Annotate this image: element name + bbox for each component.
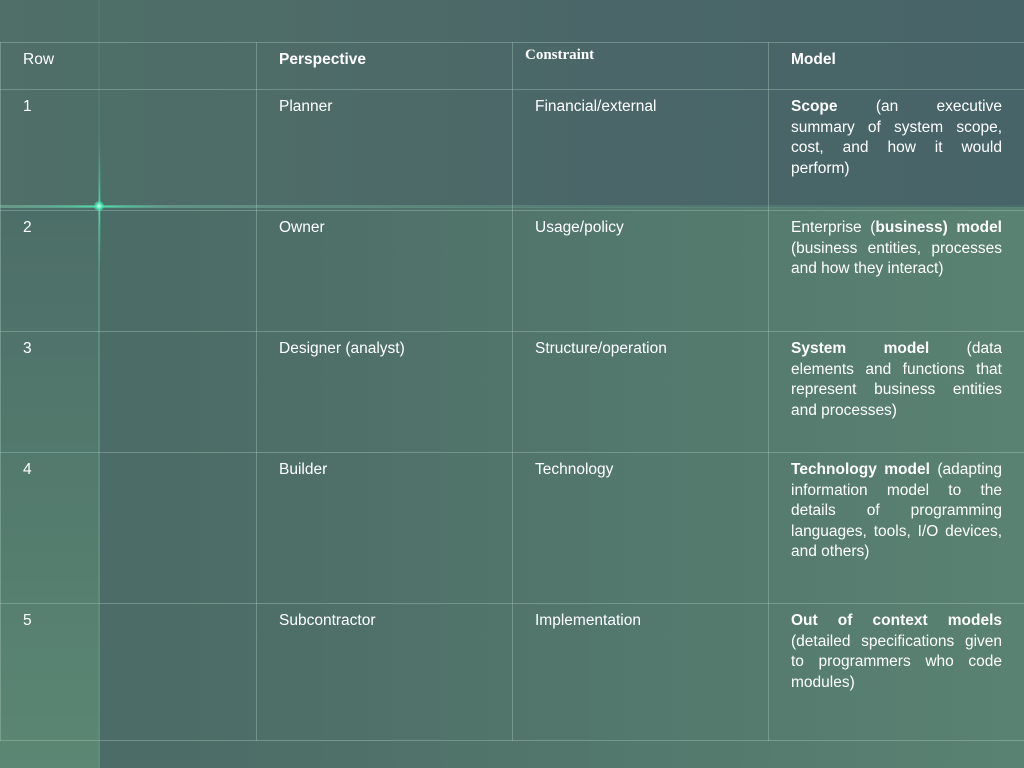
model-detail: (data elements and functions that represent business entities and processes) [791,340,1002,419]
table-row [1,604,1024,741]
model-detail: (business entities, processes and how they interact) [791,239,1002,278]
constraint-text: Usage/policy [535,219,624,236]
header-perspective-label: Perspective [279,51,367,68]
perspective-table [0,42,1024,741]
row-number-cell [1,453,257,604]
row-number-cell [1,604,257,741]
table-row [1,453,1024,604]
model-detail: (an executive summary of system scope, cost, and how it would perform) [791,98,1002,177]
constraint-text: Structure/operation [535,340,667,357]
constraint-text: Financial/external [535,98,657,115]
model-description [769,90,1024,179]
model-cell [769,90,1024,211]
constraint-text: Technology [535,461,614,478]
model-name: Scope [791,98,838,115]
table-row [1,211,1024,332]
model-cell [769,453,1024,604]
model-description [769,211,1024,280]
model-prefix: Enterprise ( [791,219,876,236]
header-model-label: Model [791,51,836,68]
model-description [769,604,1024,693]
perspective-cell [257,453,513,604]
model-description [769,453,1024,563]
model-description [769,332,1024,421]
perspective-cell [257,332,513,453]
perspective-text: Builder [279,461,328,478]
row-number-cell [1,332,257,453]
perspective-cell [257,90,513,211]
header-constraint-label: Constraint [525,47,595,63]
header-cell-model [769,43,1024,90]
row-number: 1 [23,98,32,115]
row-number-cell [1,211,257,332]
table-header-row [1,43,1024,90]
model-cell [769,332,1024,453]
constraint-cell [513,453,769,604]
model-detail: (adapting information model to the details of programming languages, tools, I/O devices, and others) [791,461,1002,561]
row-number-cell [1,90,257,211]
model-detail: (detailed specifications given to programmers who code modules) [791,632,1002,691]
model-cell [769,604,1024,741]
constraint-cell [513,604,769,741]
constraint-cell [513,90,769,211]
row-number: 3 [23,340,32,357]
model-cell [769,211,1024,332]
model-name: Out of context models [791,612,1002,629]
perspective-text: Planner [279,98,333,115]
model-name: Technology model [791,461,930,478]
row-number: 5 [23,612,32,629]
model-name: business) model [875,219,1002,236]
header-cell-constraint [513,43,769,90]
perspective-cell [257,604,513,741]
row-number: 4 [23,461,32,478]
table-row [1,90,1024,211]
model-name: System model [791,340,930,357]
perspective-cell [257,211,513,332]
header-cell-row [1,43,257,90]
header-row-label: Row [23,51,55,68]
header-cell-perspective [257,43,513,90]
table-row [1,332,1024,453]
constraint-cell [513,211,769,332]
constraint-cell [513,332,769,453]
perspective-text: Subcontractor [279,612,376,629]
perspective-text: Designer (analyst) [279,340,405,357]
perspective-text: Owner [279,219,325,236]
constraint-text: Implementation [535,612,641,629]
row-number: 2 [23,219,32,236]
